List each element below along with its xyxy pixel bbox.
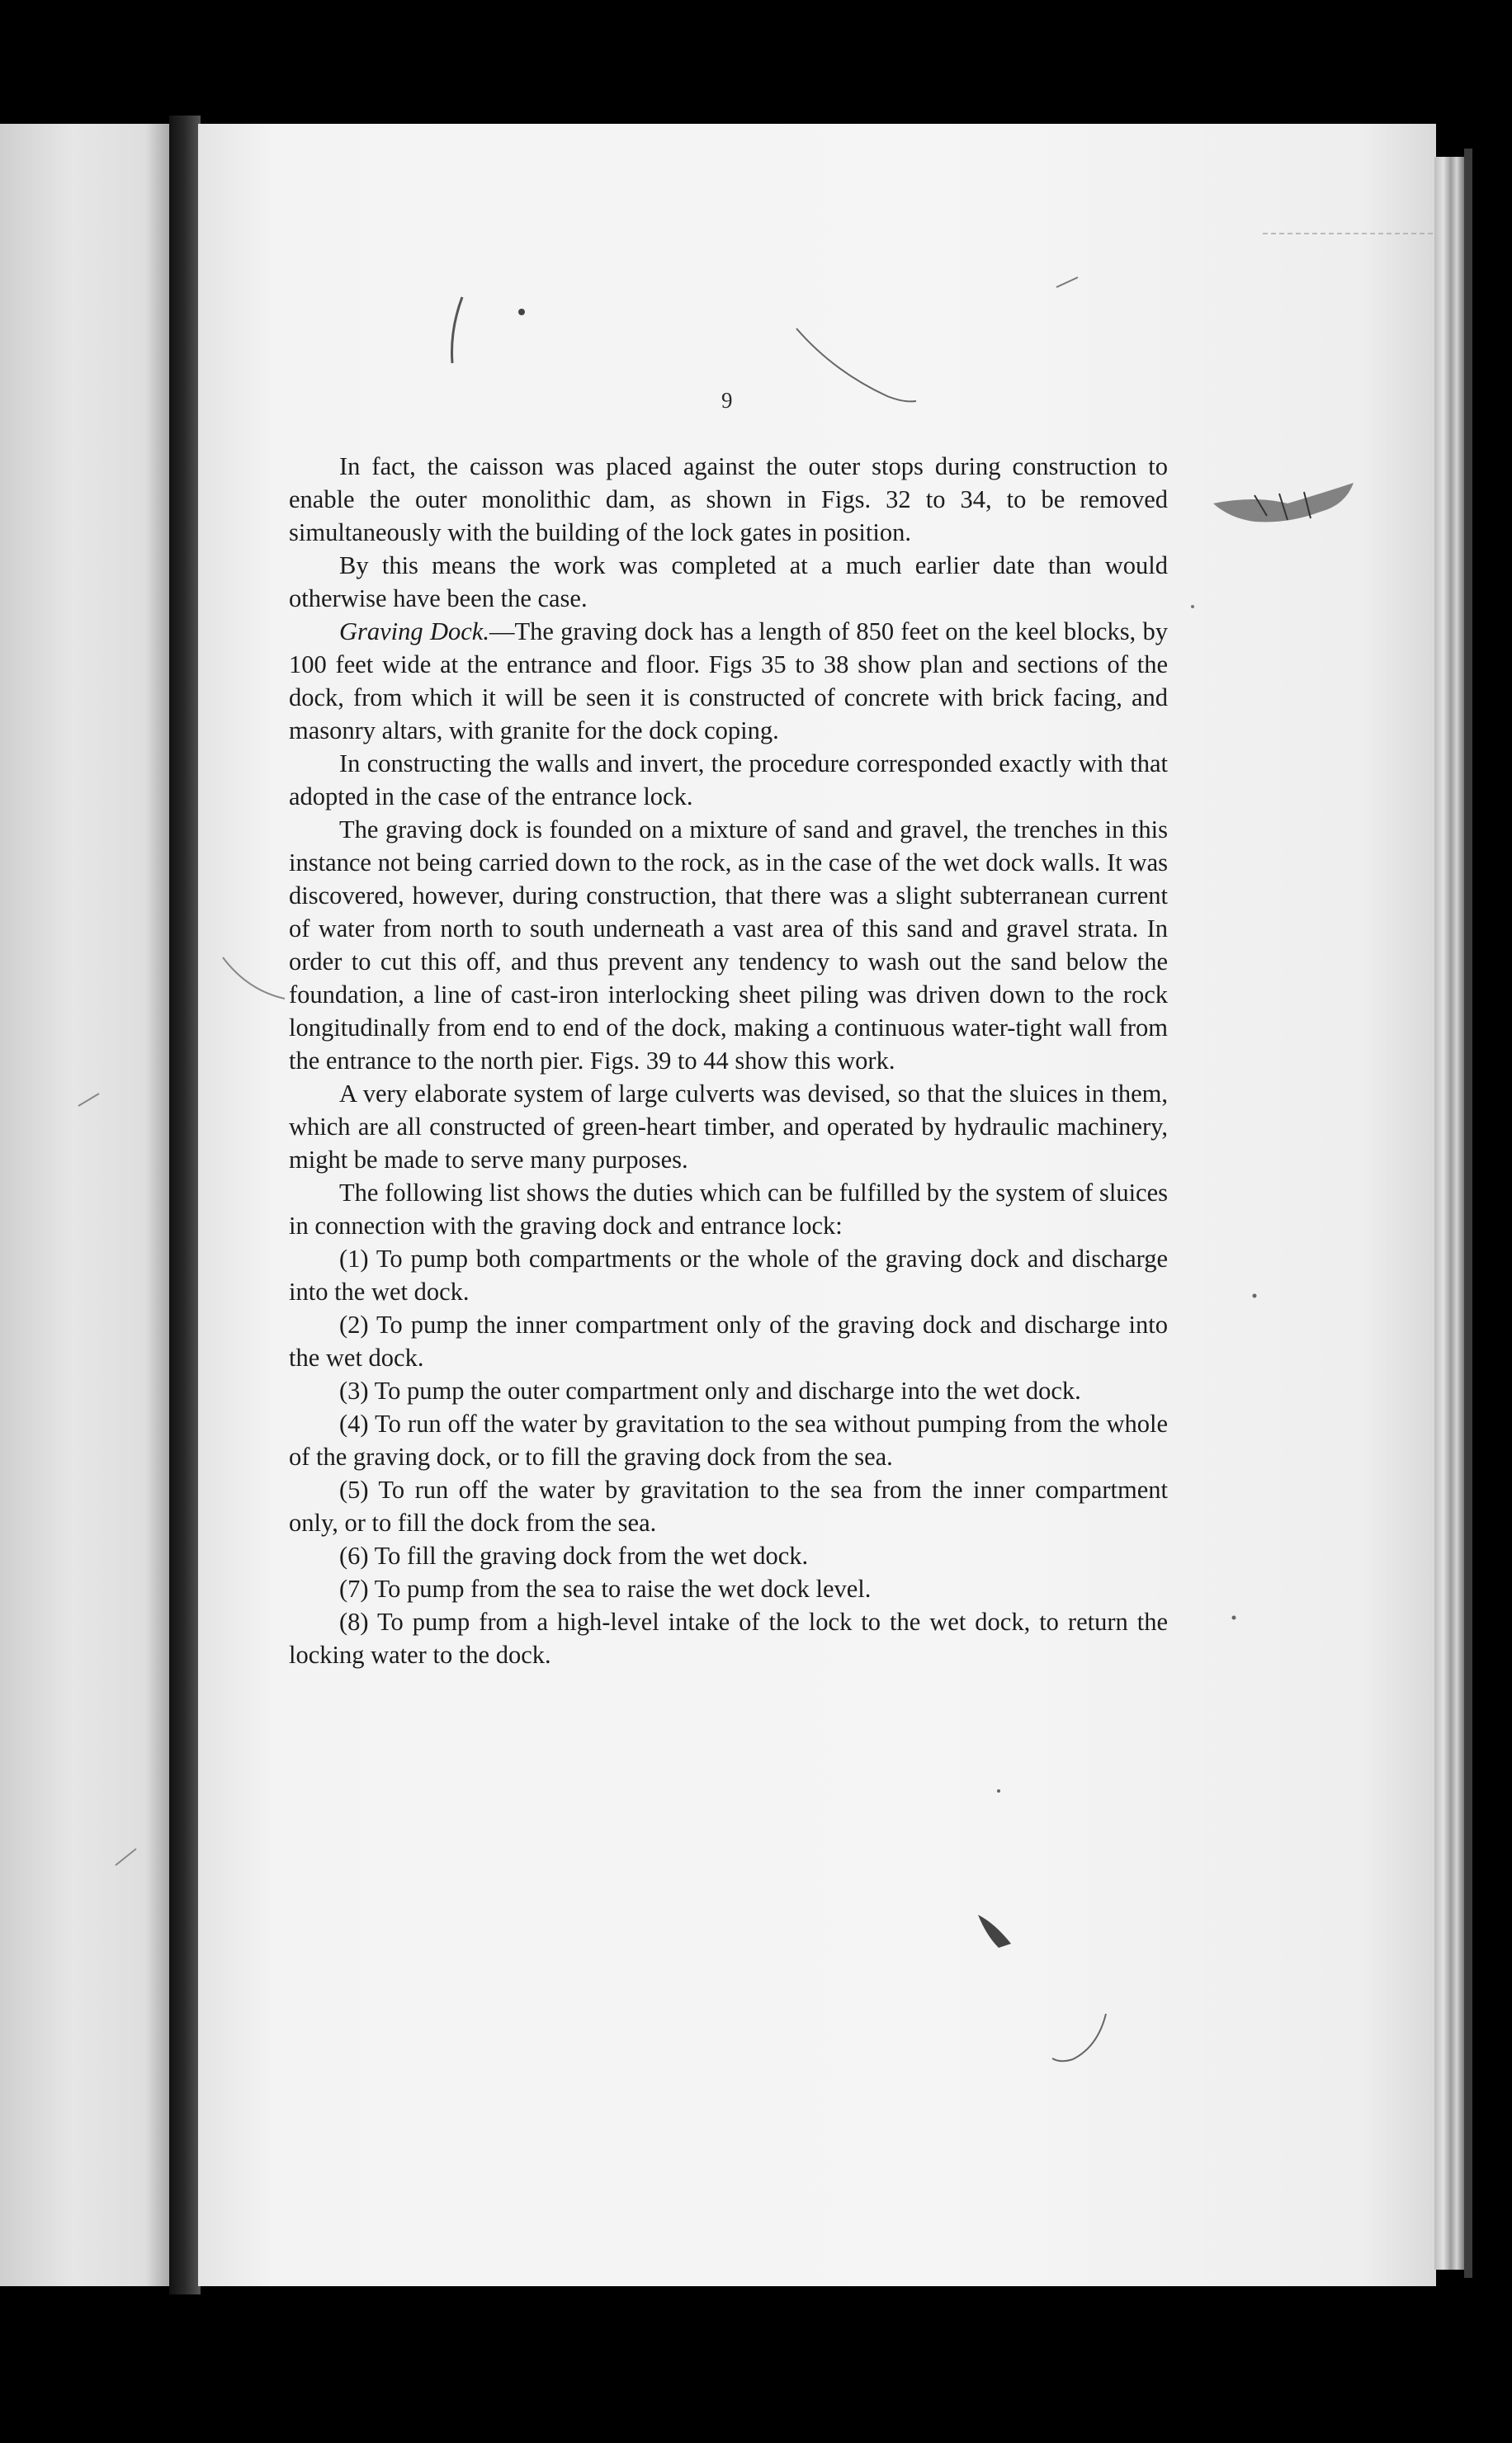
page-number: 9	[721, 388, 733, 413]
paragraph: In constructing the walls and invert, the procedure corresponded exactly with that adopted in the case of the entrance lock.	[289, 749, 1168, 810]
paragraph-text: —The graving dock has a length of 850 feet on the keel blocks, by 100 feet wide at the entrance and floor. Figs 35 to 38 show plan and sections of the dock, from which it will be seen it is constructed of concrete with brick facing, and masonry altars, with granite for the dock coping.	[289, 617, 1168, 744]
paragraph: By this means the work was completed at a much earlier date than would otherwise have been the case.	[289, 551, 1168, 612]
paragraph	[289, 615, 1168, 747]
duty-item: (8) To pump from a high-level intake of the lock to the wet dock, to return the locking water to the dock.	[289, 1608, 1168, 1669]
duty-item: (1) To pump both compartments or the whole of the graving dock and discharge into the wet dock.	[289, 1245, 1168, 1306]
section-heading: Graving Dock.	[339, 617, 489, 645]
duty-item: (5) To run off the water by gravitation to the sea from the inner compartment only, or to fill the dock from the sea.	[289, 1476, 1168, 1537]
duty-item: (2) To pump the inner compartment only of the graving dock and discharge into the wet dock.	[289, 1311, 1168, 1372]
duty-item: (6) To fill the graving dock from the wet dock.	[339, 1542, 809, 1570]
duty-item: (7) To pump from the sea to raise the wet dock level.	[339, 1575, 872, 1603]
duty-item: (3) To pump the outer compartment only and discharge into the wet dock.	[339, 1377, 1081, 1405]
paragraph: The following list shows the duties which can be fulfilled by the system of sluices in connection with the graving dock and entrance lock:	[289, 1179, 1168, 1240]
body-text	[289, 450, 1168, 1671]
paragraph: A very elaborate system of large culverts was devised, so that the sluices in them, which are all constructed of green-heart timber, and operated by hydraulic machinery, might be made to serve many purposes.	[289, 1080, 1168, 1174]
paragraph: The graving dock is founded on a mixture of sand and gravel, the trenches in this instance not being carried down to the rock, as in the case of the wet dock walls. It was discovered, however, during construction, that there was a slight subterranean current of water from north to south underneath a vast area of this sand and gravel strata. In order to cut this off, and thus prevent any tendency to wash out the sand below the foundation, a line of cast-iron interlocking sheet piling was driven down to the rock longitudinally from end to end of the dock, making a continuous water-tight wall from the entrance to the north pier. Figs. 39 to 44 show this work.	[289, 815, 1168, 1075]
duty-item: (4) To run off the water by gravitation to the sea without pumping from the whole of the graving dock, or to fill the graving dock from the sea.	[289, 1410, 1168, 1471]
paragraph: In fact, the caisson was placed against the outer stops during construction to enable the outer monolithic dam, as shown in Figs. 32 to 34, to be removed simultaneously with the building of the lock gates in position.	[289, 452, 1168, 546]
